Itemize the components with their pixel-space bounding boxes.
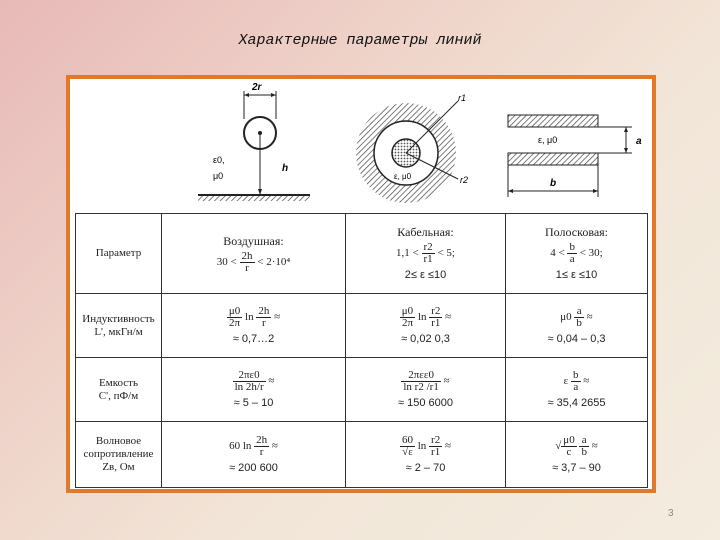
capacitance-label: Емкость C', пФ/м [76,358,162,422]
figure-frame [66,75,656,493]
line-diagrams [70,79,652,213]
coax-impedance: $\frac{60}{√\varepsilon}$ ln $\frac{r2}{r1}$ ≈ ≈ 2 – 70 [346,422,506,488]
coax-header-cell: Кабельная: 1,1 < $\frac{r2}{r1}$ < 5; 2≤ ε ≤10 [346,214,506,294]
strip-capacitance: ε $\frac{b}{a}$ ≈ ≈ 35,4 2655 [506,358,648,422]
air-mu-label: μ0 [213,171,224,181]
strip-header: Полосковая: [544,225,609,239]
strip-impedance: √ $\frac{\mu 0}{c}$ $\frac{a}{b}$ ≈ ≈ 3,7 – 90 [506,422,648,488]
strip-inductance: μ0 $\frac{a}{b}$ ≈ ≈ 0,04 – 0,3 [506,294,648,358]
strip-header-cell: Полосковая: 4 < $\frac{b}{a}$ < 30; 1≤ ε ≤10 [506,214,648,294]
air-eps-label: ε0, [213,155,225,165]
impedance-row [76,422,648,488]
capacitance-row [76,358,648,422]
parameters-table [75,213,648,488]
coax-r2-label: r2 [460,175,469,185]
strip-eps-label: ε, μ0 [538,135,558,145]
strip-line-diagram [508,115,642,197]
coax-header: Кабельная: [397,225,454,239]
strip-width-label: b [550,178,557,189]
air-capacitance: $\frac{2\pi\varepsilon 0}{\ln 2h/r}$ ≈ ≈ 5 – 10 [162,358,346,422]
air-header: Воздушная: [223,233,284,248]
air-dim-label: 2r [252,82,262,93]
coax-capacitance: 2πεε0 ln r2 /r1 ≈ ≈ 150 6000 [346,358,506,422]
air-header-cell: Воздушная: 30 < $\frac{2h}{r}$ < 2·10⁴ [162,214,346,294]
slide-title: Характерные параметры линий [238,32,482,49]
impedance-label: Волновое сопротивление Zв, Ом [76,422,162,488]
air-inductance: $\frac{\mu 0}{2\pi}$ ln $\frac{2h}{r}$ ≈ ≈ 0,7…2 [162,294,346,358]
table-header-row [76,214,648,294]
inductance-row [76,294,648,358]
coax-eps-label: ε, μ0 [394,172,412,181]
strip-gap-label: a [636,136,642,147]
air-line-diagram [198,82,310,201]
air-height-label: h [282,163,289,174]
inductance-label: Индуктивность L', мкГн/м [76,294,162,358]
coax-inductance: $\frac{\mu 0}{2\pi}$ ln $\frac{r2}{r1}$ ≈ ≈ 0,02 0,3 [346,294,506,358]
coax-line-diagram [356,93,468,203]
page-number: 3 [668,508,674,519]
air-impedance: 60 ln $\frac{2h}{r}$ ≈ ≈ 200 600 [162,422,346,488]
param-header: Параметр [76,214,162,294]
coax-r1-label: r1 [458,93,467,103]
